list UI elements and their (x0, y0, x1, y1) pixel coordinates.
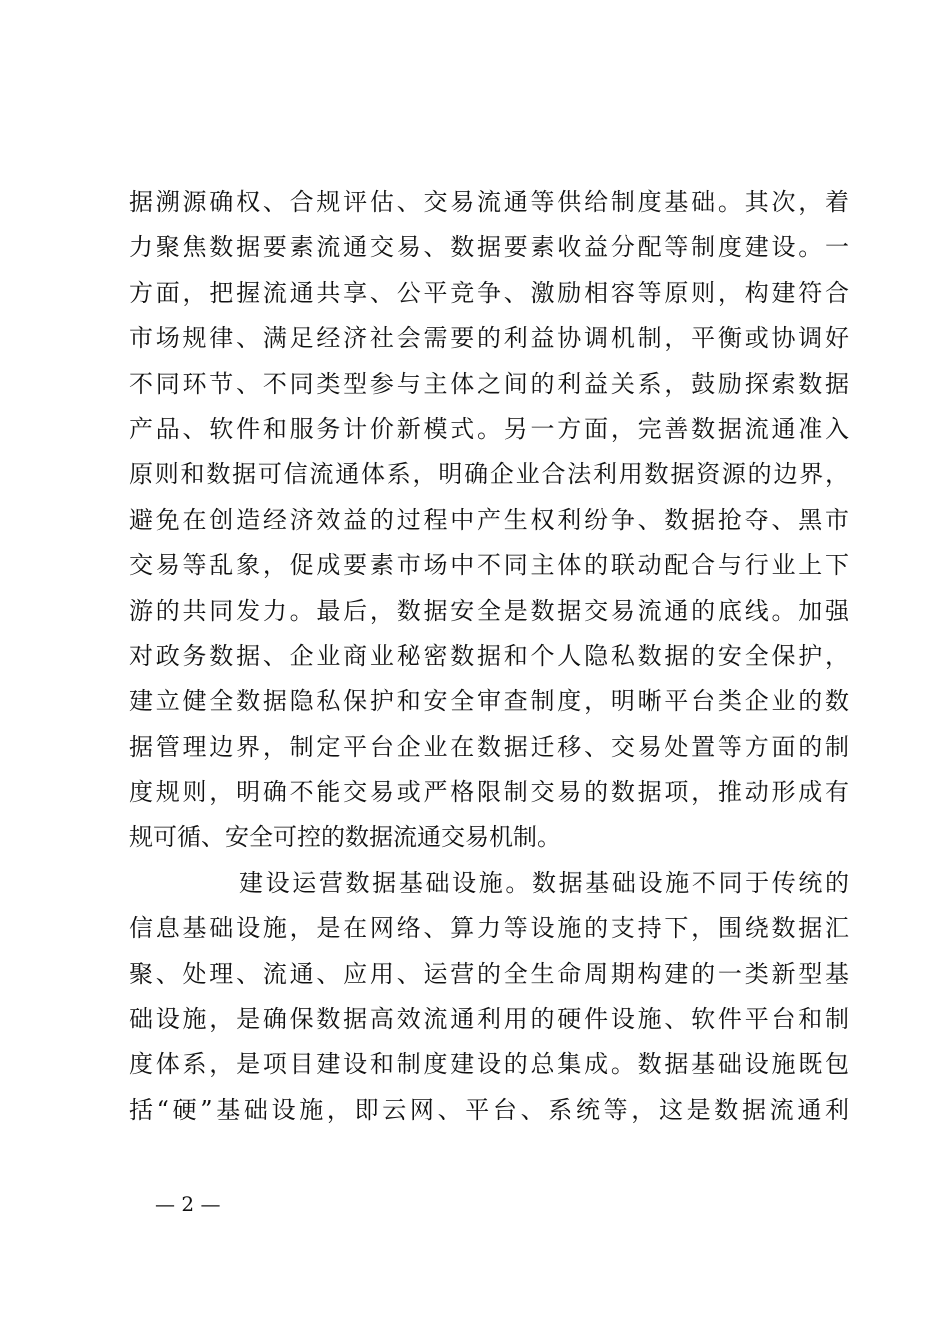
text-line: 度体系，是项目建设和制度建设的总集成。数据基础设施既包 (129, 1050, 849, 1079)
text-line: 规可循、安全可控的数据流通交易机制。 (129, 823, 561, 852)
text-line: 信息基础设施，是在网络、算力等设施的支持下，围绕数据汇 (129, 914, 849, 943)
text-line: 对政务数据、企业商业秘密数据和个人隐私数据的安全保护， (129, 641, 849, 670)
text-line: 度规则，明确不能交易或严格限制交易的数据项，推动形成有 (129, 778, 849, 807)
text-line: 原则和数据可信流通体系，明确企业合法利用数据资源的边界， (129, 460, 849, 489)
text-line: 不同环节、不同类型参与主体之间的利益关系，鼓励探索数据 (129, 369, 849, 398)
text-line: 产品、软件和服务计价新模式。另一方面，完善数据流通准入 (129, 414, 849, 443)
text-line: 游的共同发力。最后，数据安全是数据交易流通的底线。加强 (129, 596, 849, 625)
text-line: 据管理边界，制定平台企业在数据迁移、交易处置等方面的制 (129, 732, 849, 761)
page-number: — 2 — (155, 1192, 221, 1216)
text-line: 础设施，是确保数据高效流通利用的硬件设施、软件平台和制 (129, 1005, 849, 1034)
text-line: 括“硬”基础设施，即云网、平台、系统等，这是数据流通利 (129, 1095, 849, 1124)
text-line: 避免在创造经济效益的过程中产生权利纷争、数据抢夺、黑市 (129, 505, 849, 534)
body-text (129, 180, 849, 1133)
text-line: 建设运营数据基础设施。数据基础设施不同于传统的 (239, 868, 849, 897)
text-line: 力聚焦数据要素流通交易、数据要素收益分配等制度建设。一 (129, 233, 849, 262)
text-line: 交易等乱象，促成要素市场中不同主体的联动配合与行业上下 (129, 551, 849, 580)
text-line: 方面，把握流通共享、公平竞争、激励相容等原则，构建符合 (129, 278, 849, 307)
text-line: 建立健全数据隐私保护和安全审查制度，明晰平台类企业的数 (129, 687, 849, 716)
text-line: 市场规律、满足经济社会需要的利益协调机制，平衡或协调好 (129, 324, 849, 353)
text-line: 据溯源确权、合规评估、交易流通等供给制度基础。其次，着 (129, 188, 849, 216)
paragraph-2 (129, 861, 849, 1133)
paragraph-1 (129, 180, 849, 861)
text-line: 聚、处理、流通、应用、运营的全生命周期构建的一类新型基 (129, 959, 849, 988)
